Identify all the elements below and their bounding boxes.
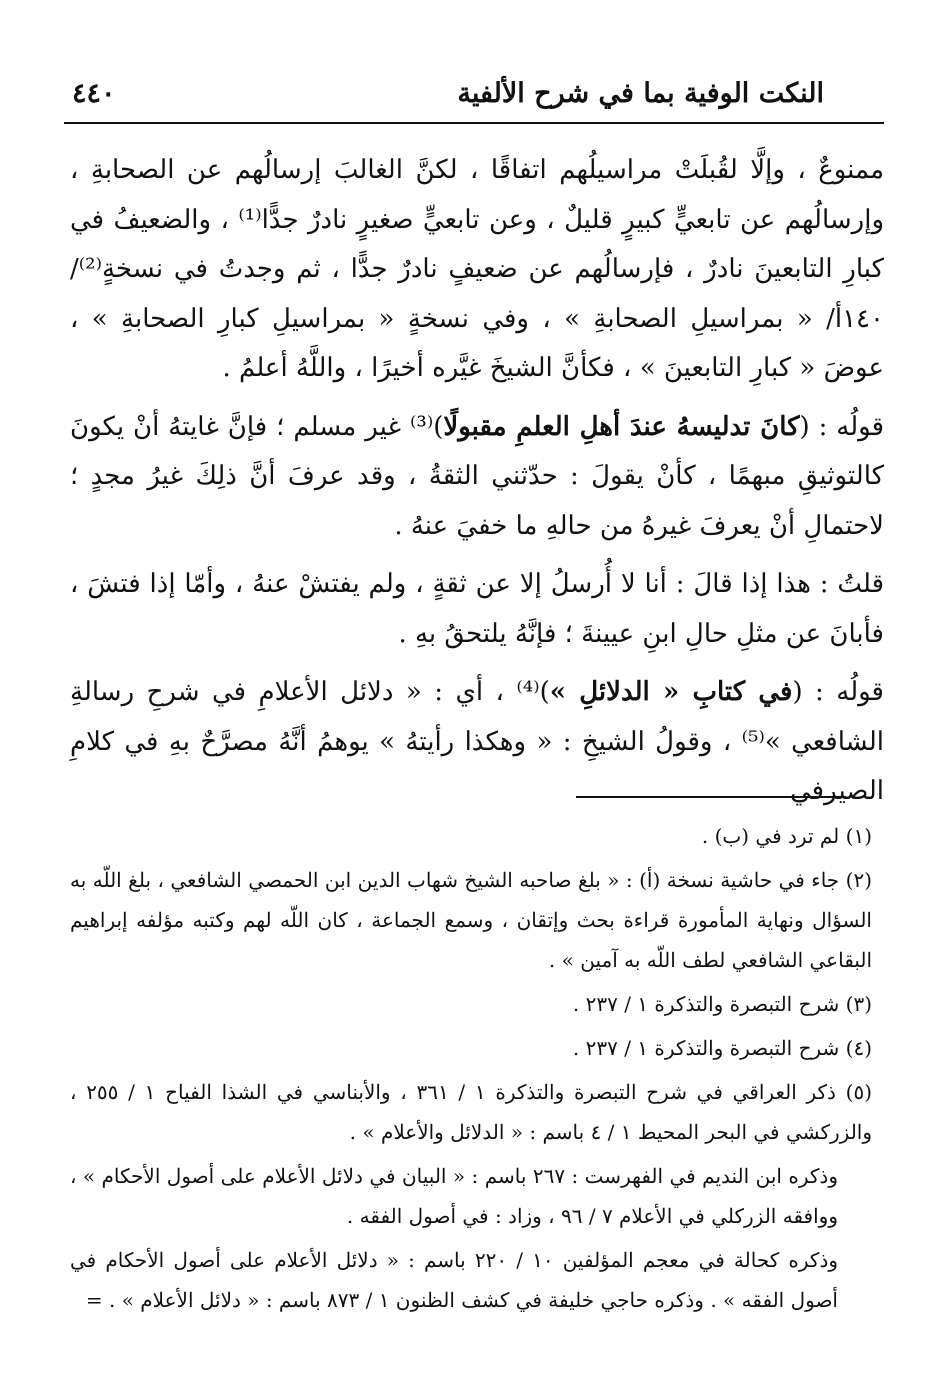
footnote-3: (٣) شرح التبصرة والتذكرة ١ / ٢٣٧ .	[572, 992, 872, 1016]
commentary: )⁽⁴⁾ ، أي : « دلائل الأعلامِ في شرحِ رسالةِ الشافعي »⁽⁵⁾ ، وقولُ الشيخِ : « وهكذا رأيتهُ » يوهمُ أنَّهُ مصرَّحٌ بهِ في كلامِ الصيرفي	[70, 677, 885, 806]
commentary: )⁽³⁾ غير مسلم ؛ فإنَّ غايتهُ أنْ يكونَ كالتوثيقِ مبهمًا ، كأنْ يقولَ : حدّثني الثقةُ ، وقد عرفَ أنَّ ذلِكَ غيرُ مجدٍ ؛ لاحتمالِ أنْ يعرفَ غيرهُ من حالهِ ما خفيَ عنهُ .	[70, 411, 884, 541]
quote-lead: قولُه : (	[792, 677, 884, 707]
main-text	[70, 146, 884, 826]
quoted-phrase: كانَ تدليسهُ عندَ أهلِ العلمِ مقبولًا	[443, 411, 800, 442]
header-rule	[64, 122, 884, 124]
paragraph-3: قلتُ : هذا إذا قالَ : أنا لا أُرسلُ إلا عن ثقةٍ ، ولم يفتشْ عنهُ ، وأمّا إذا فتشَ ، فأبانَ عن مثلِ حالِ ابنِ عيينةَ ؛ فإنَّهُ يلتحقُ بهِ .	[70, 569, 884, 649]
running-header	[64, 68, 884, 124]
footnote-2: (٢) جاء في حاشية نسخة (أ) : « بلغ صاحبه الشيخ شهاب الدين ابن الحمصي الشافعي ، بلغ اللّه به السؤال ونهاية المأمورة قراءة بحث وإتقان ، وسمع الجماعة ، كان اللّه لهم وكتبه مؤلفه إبراهيم البقاعي الشافعي لطف اللّه به آمين » .	[70, 868, 872, 972]
page-number: ٤٤٠	[72, 78, 116, 109]
footnote-5: (٥) ذكر العراقي في شرح التبصرة والتذكرة ١ / ٣٦١ ، والأبناسي في الشذا الفياح ١ / ٢٥٥ ، والزركشي في البحر المحيط ١ / ٤ باسم : « الدلائل والأعلام » .	[70, 1080, 873, 1144]
quote-lead: قولُه : (	[799, 411, 885, 442]
paragraph-4	[70, 668, 884, 817]
quoted-phrase: في كتابِ « الدلائلِ »	[549, 677, 793, 707]
footnote-5-continued-2: وذكره كحالة في معجم المؤلفين ١٠ / ٢٢٠ باسم : « دلائل الأعلام على أصول الأحكام في أصول الفقه » . وذكره حاجي خليفة في كشف الظنون ١ / ٨٧٣ باسم : « دلائل الأعلام » . =	[70, 1248, 839, 1312]
running-title: النكت الوفية بما في شرح الألفية	[457, 78, 824, 109]
paragraph-1: ممنوعٌ ، وإلَّا لقُبلَتْ مراسيلُهم اتفاقًا ، لكنَّ الغالبَ إرسالُهم عن الصحابةِ ، وإرسالُهم عن تابعيٍّ كبيرٍ قليلٌ ، وعن تابعيٍّ صغيرٍ نادرٌ جدًّا⁽¹⁾ ، والضعيفُ في كبارِ التابعينَ نادرٌ ، فإرسالُهم عن ضعيفٍ نادرٌ جدًّا ، ثم وجدتُ في نسخةٍ⁽²⁾/١٤٠أ/ « بمراسيلِ الصحابةِ » ، وفي نسخةٍ « بمراسيلِ كبارِ الصحابةِ » ، عوضَ « كبارِ التابعينَ » ، فكأنَّ الشيخَ غيَّره أخيرًا ، واللَّهُ أعلمُ .	[70, 155, 884, 383]
footnotes	[70, 816, 872, 1324]
footnote-separator	[576, 796, 846, 798]
footnote-1: (١) لم ترد في (ب) .	[701, 824, 872, 848]
paragraph-2	[70, 403, 884, 552]
footnote-4: (٤) شرح التبصرة والتذكرة ١ / ٢٣٧ .	[572, 1036, 872, 1060]
footnote-5-continued: وذكره ابن النديم في الفهرست : ٢٦٧ باسم : « البيان في دلائل الأعلام على أصول الأحكام » ، ووافقه الزركلي في الأعلام ٧ / ٩٦ ، وزاد : في أصول الفقه .	[70, 1164, 838, 1228]
